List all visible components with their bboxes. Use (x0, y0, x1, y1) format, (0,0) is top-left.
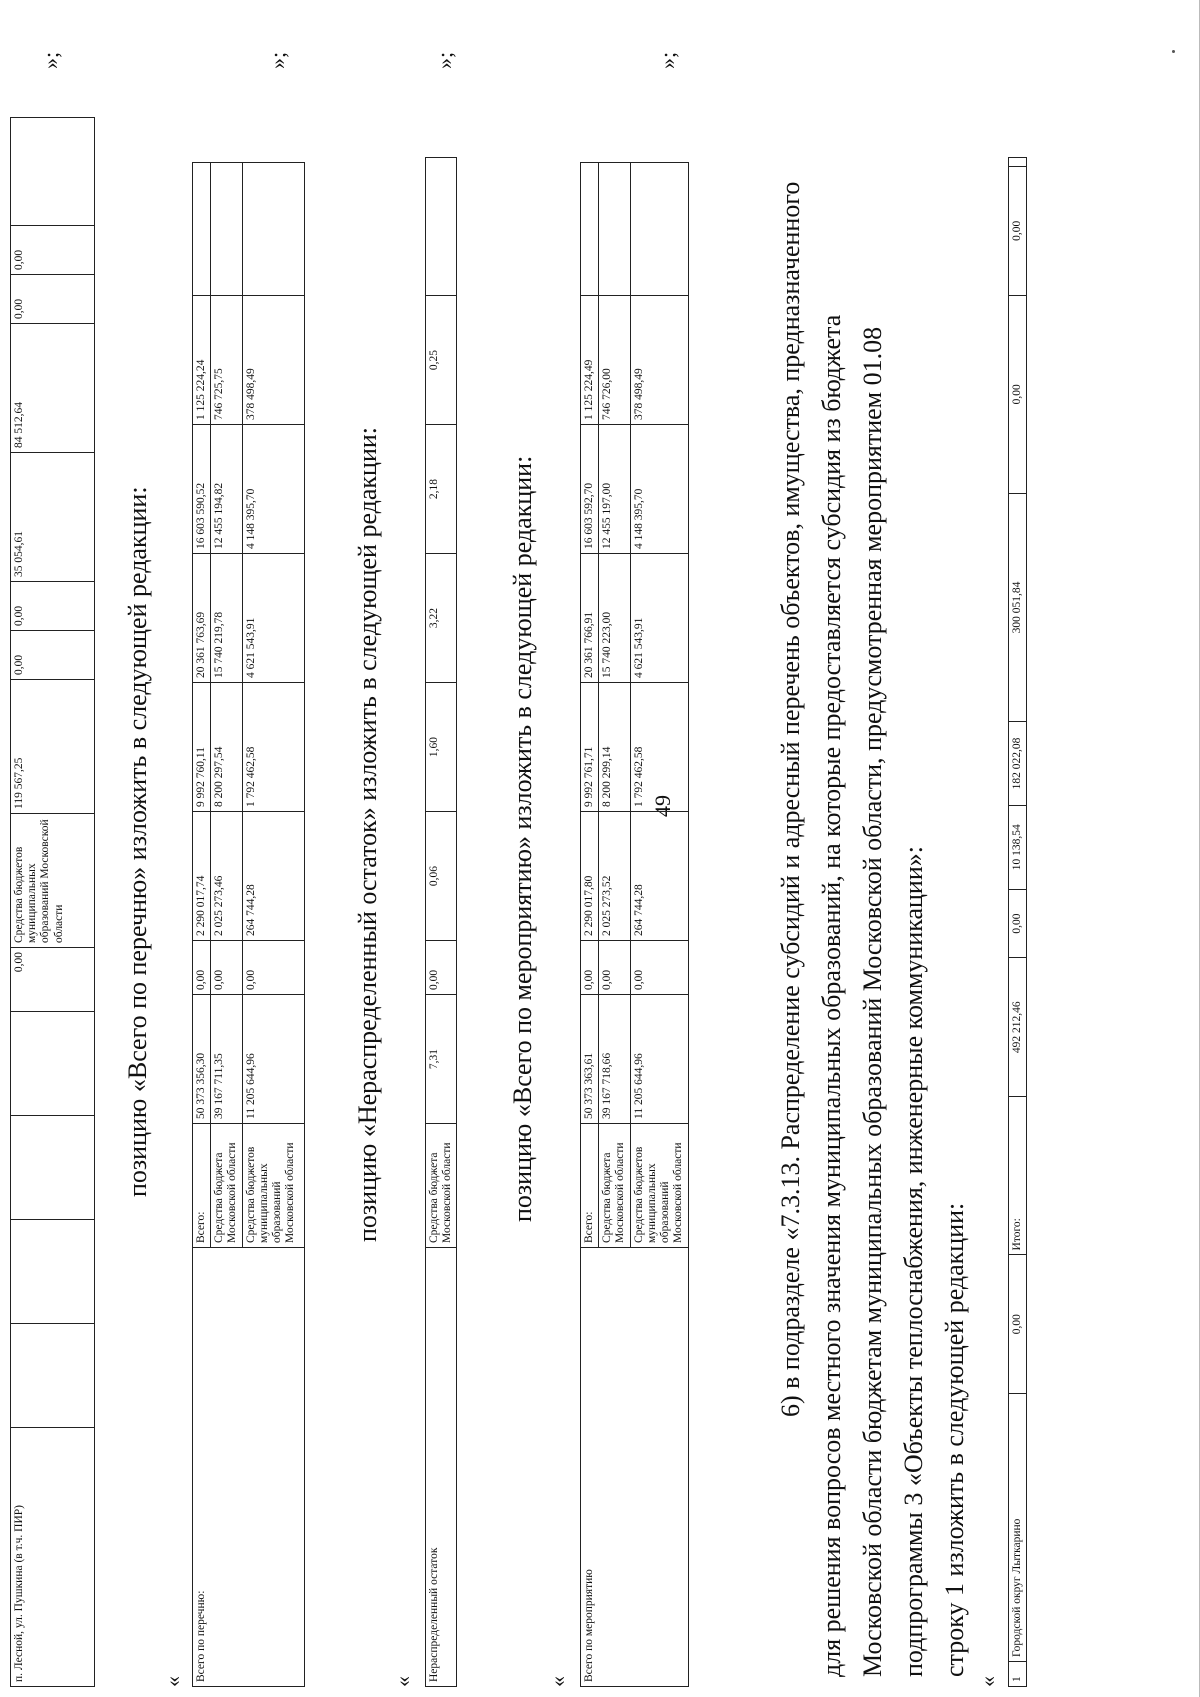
cell-value: 12 455 194,82 (211, 425, 242, 554)
cell-empty (630, 163, 688, 296)
cell-value: 16 603 592,70 (581, 425, 599, 554)
cell-value: 39 167 718,66 (599, 995, 630, 1124)
cell-value: 264 744,28 (242, 812, 304, 941)
cell-value: 35 054,61 (11, 453, 95, 582)
cell-value: 0,00 (1009, 889, 1027, 958)
table-total-list (192, 162, 305, 1687)
cell-municipality: Городской округ Лыткарино (1009, 1393, 1027, 1661)
cell-value: 746 726,00 (599, 296, 630, 425)
cell-value: 0,00 (630, 941, 688, 995)
table-undistributed (425, 157, 457, 1687)
cell-value: 0,00 (11, 582, 95, 631)
cell-value: 0,00 (11, 631, 95, 680)
cell-label: Итого: (1009, 1097, 1027, 1255)
cell-value: 9 992 761,71 (581, 683, 599, 812)
table-total-measure (580, 162, 689, 1687)
cell-value: 2 025 273,46 (211, 812, 242, 941)
cell-empty (242, 163, 304, 296)
cell-value: 20 361 766,91 (581, 554, 599, 683)
text-line: подпрограммы 3 «Объекты теплоснабжения, инженерные коммуникации»: (899, 846, 928, 1677)
cell-value: 1 125 224,49 (581, 296, 599, 425)
cell-value: 300 051,84 (1009, 493, 1027, 721)
cell-empty (193, 163, 211, 296)
cell-value: 492 212,46 (1009, 958, 1027, 1097)
cell-value: 0,06 (426, 812, 457, 941)
cell-value: 4 621 543,91 (630, 554, 688, 683)
cell-title: Всего по перечню: (193, 1248, 305, 1687)
cell-value: 0,00 (193, 941, 211, 995)
cell-empty (11, 1116, 95, 1220)
cell-label: Средства бюджета Московской области (426, 1124, 457, 1248)
cell-value: 4 148 395,70 (630, 425, 688, 554)
quote-open: « (390, 1676, 415, 1687)
cell-label: Средства бюджетов муниципальных образований Московской области (242, 1124, 304, 1248)
cell-value: 0,00 (1009, 1255, 1027, 1394)
cell-value: 0,00 (11, 948, 95, 1012)
cell-empty (599, 163, 630, 296)
cell-value: 746 725,75 (211, 296, 242, 425)
quote-close: »; (38, 51, 63, 69)
page-number: 49 (650, 795, 675, 817)
quote-open: « (160, 1676, 185, 1687)
cell-empty (581, 163, 599, 296)
cell-value: 2,18 (426, 425, 457, 554)
cell-num: 1 (1009, 1662, 1027, 1687)
cell-label: Всего: (193, 1124, 211, 1248)
quote-open: « (975, 1676, 1000, 1687)
text-line: для решения вопросов местного значения муниципальных образований, на которые предоставляется субсидия из бюджета (817, 314, 846, 1677)
cell-value: 39 167 711,35 (211, 995, 242, 1124)
cell-value: 4 621 543,91 (242, 554, 304, 683)
cell-address: п. Лесной, ул. Пушкина (в т.ч. ПИР) (11, 1428, 95, 1687)
cell-value: 0,00 (426, 941, 457, 995)
cell-value: 50 373 363,61 (581, 995, 599, 1124)
cell-label: Средства бюджетов муниципальных образований Московской области (630, 1124, 688, 1248)
instruction-total-measure: позицию «Всего по мероприятию» изложить в следующей редакции: (508, 455, 537, 1222)
cell-value: 182 022,08 (1009, 722, 1027, 806)
instruction-undistributed: позицию «Нераспределенный остаток» изложить в следующей редакции: (353, 426, 382, 1242)
text-line: строку 1 изложить в следующей редакции: (940, 1202, 969, 1677)
cell-value: 0,00 (1009, 167, 1027, 296)
cell-value: 0,00 (11, 275, 95, 324)
cell-value: 0,00 (211, 941, 242, 995)
instruction-total-list: позицию «Всего по перечню» изложить в следующей редакции: (123, 486, 152, 1197)
cell-value: 0,00 (581, 941, 599, 995)
cell-value: 15 740 223,00 (599, 554, 630, 683)
cell-value: 4 148 395,70 (242, 425, 304, 554)
cell-value: 7,31 (426, 995, 457, 1124)
cell-value: 12 455 197,00 (599, 425, 630, 554)
cell-empty (11, 1324, 95, 1428)
cell-value: 0,00 (242, 941, 304, 995)
cell-value: 1 792 462,58 (630, 683, 688, 812)
cell-value: 10 138,54 (1009, 805, 1027, 889)
cell-label: Всего: (581, 1124, 599, 1248)
cell-empty (211, 163, 242, 296)
cell-value: 1 125 224,24 (193, 296, 211, 425)
cell-value: 9 992 760,11 (193, 683, 211, 812)
table-row-1 (1008, 157, 1027, 1687)
quote-close: »; (655, 51, 680, 69)
cell-value: 11 205 644,96 (242, 995, 304, 1124)
cell-value: 2 025 273,52 (599, 812, 630, 941)
cell-title: Нераспределенный остаток (426, 1248, 457, 1687)
text-line: Московской области бюджетам муниципальных образований Московской области, предусмотренная мероприятием 01.08 (858, 326, 887, 1677)
text-line: 6) в подразделе «7.3.13. Распределение субсидий и адресный перечень объектов, имущества, предназначенного (776, 181, 805, 1417)
cell-value: 3,22 (426, 554, 457, 683)
cell-value: 11 205 644,96 (630, 995, 688, 1124)
cell-empty (11, 1220, 95, 1324)
cell-empty (11, 1012, 95, 1116)
cell-value: 0,00 (1009, 295, 1027, 493)
section-6-text (770, 77, 975, 1677)
cell-label: Средства бюджета Московской области (599, 1124, 630, 1248)
cell-value: 1 792 462,58 (242, 683, 304, 812)
cell-value: 50 373 356,30 (193, 995, 211, 1124)
cell-value: 378 498,49 (242, 296, 304, 425)
cell-value: 84 512,64 (11, 324, 95, 453)
cell-value: 2 290 017,80 (581, 812, 599, 941)
cell-value: 0,00 (11, 226, 95, 275)
quote-open: « (545, 1676, 570, 1687)
cell-value: 16 603 590,52 (193, 425, 211, 554)
cell-value: 378 498,49 (630, 296, 688, 425)
cell-label: Средства бюджета Московской области (211, 1124, 242, 1248)
quote-close: »; (432, 51, 457, 69)
cell-value: 15 740 219,78 (211, 554, 242, 683)
cell-value: 0,00 (599, 941, 630, 995)
cell-value: 8 200 299,14 (599, 683, 630, 812)
cell-value: 20 361 763,69 (193, 554, 211, 683)
cell-source: Средства бюджетов муниципальных образований Московской области (11, 814, 95, 948)
cell-value: 119 567,25 (11, 680, 95, 814)
cell-value: 8 200 297,54 (211, 683, 242, 812)
cell-value: 264 744,28 (630, 812, 688, 941)
cell-empty (426, 158, 457, 296)
cell-empty (11, 118, 95, 226)
cell-value: 0,25 (426, 296, 457, 425)
cell-empty (1009, 158, 1027, 167)
table-continuation-row (10, 117, 95, 1687)
cell-title: Всего по мероприятию (581, 1248, 689, 1687)
cell-value: 1,60 (426, 683, 457, 812)
cell-value: 2 290 017,74 (193, 812, 211, 941)
quote-close: »; (265, 51, 290, 69)
